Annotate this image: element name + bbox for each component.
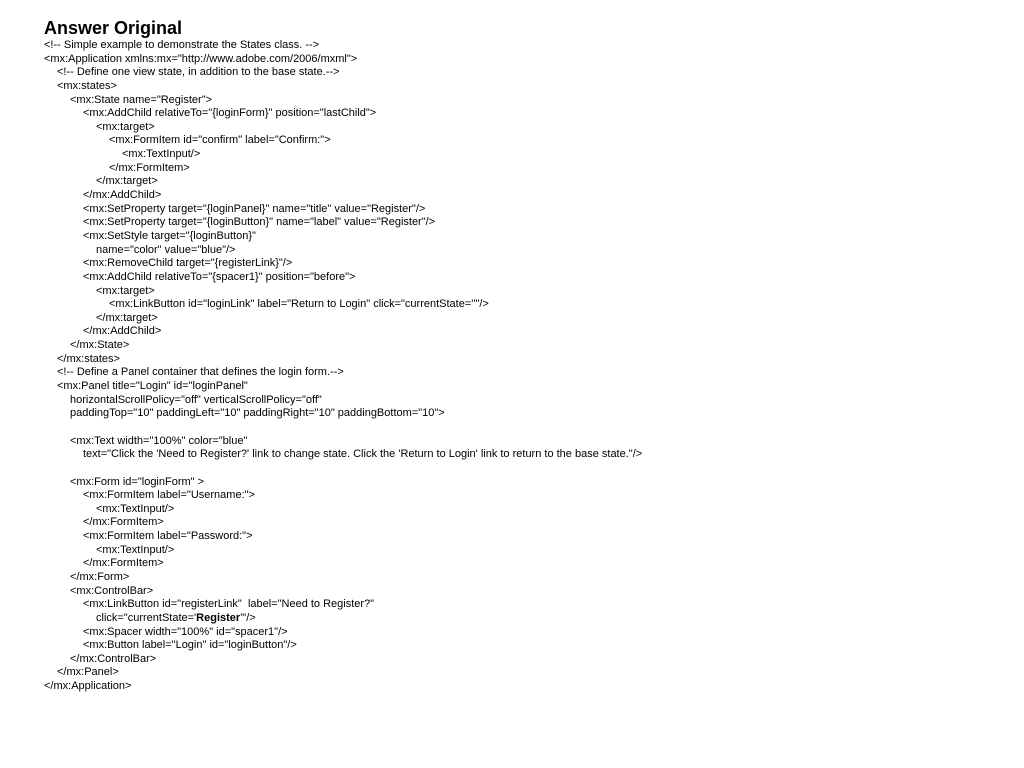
code-line: <mx:RemoveChild target="{registerLink}"/>: [83, 257, 293, 270]
code-line: name="color" value="blue"/>: [96, 243, 236, 256]
code-line: <!-- Simple example to demonstrate the States class. -->: [44, 39, 320, 51]
code-line: <mx:Button label="Login" id="loginButton"/>: [83, 639, 297, 652]
code-line: horizontalScrollPolicy="off" verticalScrollPolicy="off": [70, 393, 322, 406]
code-line: <mx:target>: [96, 284, 155, 297]
code-line: <mx:Application xmlns:mx="http://www.adobe.com/2006/mxml">: [44, 52, 358, 65]
code-line: <mx:TextInput/>: [96, 502, 175, 515]
code-line-text: click="currentState=': [96, 611, 197, 624]
code-line: <mx:ControlBar>: [70, 584, 154, 597]
code-line: <mx:AddChild relativeTo="{loginForm}" position="lastChild">: [83, 107, 377, 120]
code-line: </mx:states>: [57, 352, 120, 365]
code-line: </mx:FormItem>: [109, 161, 190, 174]
code-line: <mx:FormItem label="Username:">: [83, 489, 255, 502]
code-line: </mx:Form>: [70, 570, 130, 583]
page-title: Answer Original: [44, 18, 183, 38]
code-line: <mx:TextInput/>: [122, 148, 201, 161]
code-line: <mx:Panel title="Login" id="loginPanel": [57, 380, 248, 393]
code-line: <mx:SetProperty target="{loginButton}" name="label" value="Register"/>: [83, 216, 436, 229]
code-line-text-after: '"/>: [240, 611, 256, 624]
code-line: </mx:FormItem>: [83, 557, 164, 570]
code-line: <mx:FormItem id="confirm" label="Confirm:">: [109, 134, 331, 147]
code-line: </mx:FormItem>: [83, 516, 164, 529]
code-line: text="Click the 'Need to Register?' link to change state. Click the 'Return to Login' link to return to the base state."/>: [83, 448, 643, 461]
code-line: <mx:SetStyle target="{loginButton}": [83, 229, 256, 242]
code-line: [44, 612, 1004, 626]
code-line: paddingTop="10" paddingLeft="10" paddingRight="10" paddingBottom="10">: [70, 407, 445, 420]
code-line: </mx:target>: [96, 175, 158, 188]
code-line: <mx:LinkButton id="loginLink" label="Return to Login" click="currentState=''"/>: [109, 298, 489, 311]
code-line: <mx:Form id="loginForm" >: [70, 475, 205, 488]
code-line: <!-- Define one view state, in addition to the base state.-->: [57, 66, 340, 79]
code-line: <mx:AddChild relativeTo="{spacer1}" position="before">: [83, 270, 356, 283]
code-line: </mx:AddChild>: [83, 189, 162, 202]
code-line: <mx:FormItem label="Password:">: [83, 530, 253, 543]
code-line-bold-text: Register: [196, 611, 241, 624]
code-line: [44, 462, 1004, 476]
code-line: <mx:TextInput/>: [96, 543, 175, 556]
code-listing: [44, 39, 1004, 694]
code-line: <mx:target>: [96, 120, 155, 133]
code-line: <mx:Spacer width="100%" id="spacer1"/>: [83, 625, 288, 638]
code-line: </mx:ControlBar>: [70, 652, 157, 665]
code-line: <mx:LinkButton id="registerLink" label="Need to Register?": [83, 598, 375, 611]
code-line: [44, 421, 1004, 435]
code-line: </mx:State>: [70, 339, 130, 352]
code-line: <mx:states>: [57, 79, 117, 92]
code-line: </mx:Application>: [44, 680, 132, 693]
code-line: </mx:target>: [96, 311, 158, 324]
code-line: <mx:SetProperty target="{loginPanel}" name="title" value="Register"/>: [83, 202, 426, 215]
code-line: <mx:Text width="100%" color="blue": [70, 434, 248, 447]
code-line: </mx:Panel>: [57, 666, 119, 679]
code-line: </mx:AddChild>: [83, 325, 162, 338]
document-page: [44, 17, 1004, 694]
code-line: <!-- Define a Panel container that defines the login form.-->: [57, 366, 344, 379]
code-line: <mx:State name="Register">: [70, 93, 213, 106]
